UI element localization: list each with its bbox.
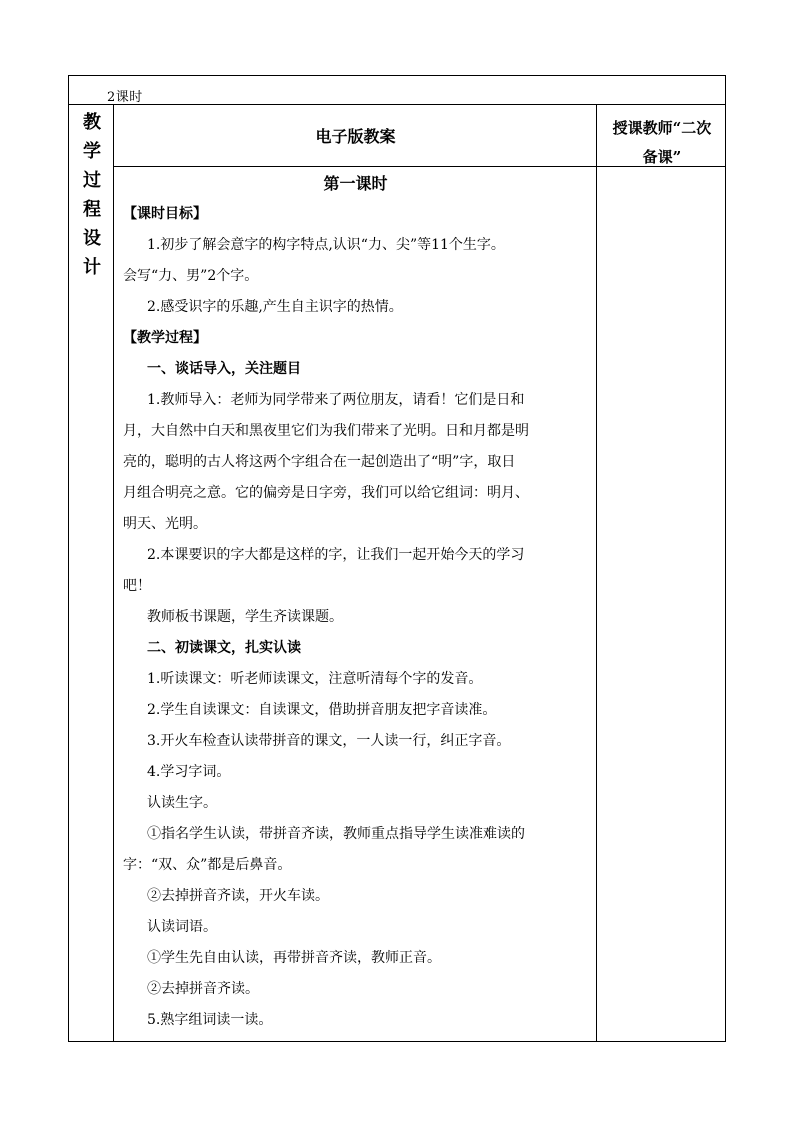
paragraph-line: ①学生先自由认读，再带拼音齐读，教师正音。 bbox=[147, 950, 441, 966]
header-right-line: 授课教师“二次 bbox=[612, 119, 712, 137]
paragraph-line: 2.学生自读课文：自读课文，借助拼音朋友把字音读准。 bbox=[147, 702, 497, 718]
section-heading: 【课时目标】 bbox=[123, 206, 207, 222]
section-label-char: 设 bbox=[83, 228, 101, 249]
paragraph-line: 教师板书课题，学生齐读课题。 bbox=[147, 609, 343, 625]
section-label-char: 过 bbox=[83, 170, 101, 191]
subsection-heading: 二、初读课文，扎实认读 bbox=[147, 640, 301, 656]
paragraph-line: 字：“双、众”都是后鼻音。 bbox=[123, 857, 292, 873]
lesson-plan-table bbox=[68, 75, 726, 1042]
paragraph-line: 月组合明亮之意。它的偏旁是日字旁，我们可以给它组词：明月、 bbox=[123, 485, 529, 501]
column-header-lesson-plan: 电子版教案 bbox=[315, 127, 396, 146]
paragraph-line: 吧！ bbox=[123, 578, 151, 594]
paragraph-line: ②去掉拼音齐读，开火车读。 bbox=[147, 888, 329, 904]
paragraph-line: 2.本课要识的字大都是这样的字，让我们一起开始今天的学习 bbox=[147, 547, 525, 563]
section-label-char: 计 bbox=[83, 257, 101, 278]
paragraph-line: ②去掉拼音齐读。 bbox=[147, 981, 259, 997]
paragraph-line: 2.感受识字的乐趣,产生自主识字的热情。 bbox=[147, 299, 403, 315]
column-header-teacher-notes bbox=[597, 114, 727, 172]
section-label bbox=[77, 108, 107, 282]
paragraph-line: 亮的，聪明的古人将这两个字组合在一起创造出了“明”字，取日 bbox=[123, 454, 516, 470]
paragraph-line: 3.开火车检查认读带拼音的课文，一人读一行，纠正字音。 bbox=[147, 733, 511, 749]
section-label-char: 教 bbox=[83, 112, 101, 133]
paragraph-line: 5.熟字组词读一读。 bbox=[147, 1012, 273, 1028]
right-column-divider bbox=[596, 104, 597, 1041]
lesson-duration: 2课时 bbox=[107, 90, 143, 105]
section-heading: 【教学过程】 bbox=[123, 330, 207, 346]
subsection-heading: 一、谈话导入，关注题目 bbox=[147, 361, 301, 377]
header-right-line: 备课” bbox=[642, 148, 682, 166]
paragraph-line: 月，大自然中白天和黑夜里它们为我们带来了光明。日和月都是明 bbox=[123, 423, 529, 439]
paragraph-line: 会写“力、男”2个字。 bbox=[123, 268, 259, 284]
paragraph-line: 1.初步了解会意字的构字特点,认识“力、尖”等11个生字。 bbox=[147, 237, 505, 253]
section-label-char: 学 bbox=[83, 141, 101, 162]
lesson-title: 第一课时 bbox=[323, 174, 388, 193]
top-row-divider bbox=[69, 104, 725, 105]
paragraph-line: ①指名学生认读，带拼音齐读，教师重点指导学生读准难读的 bbox=[147, 826, 525, 842]
paragraph-line: 认读词语。 bbox=[147, 919, 217, 935]
paragraph-line: 1.听读课文：听老师读课文，注意听清每个字的发音。 bbox=[147, 671, 483, 687]
left-column-divider bbox=[113, 104, 114, 1041]
section-label-char: 程 bbox=[83, 199, 101, 220]
paragraph-line: 4.学习字词。 bbox=[147, 764, 231, 780]
paragraph-line: 1.教师导入：老师为同学带来了两位朋友，请看！它们是日和 bbox=[147, 392, 525, 408]
paragraph-line: 明天、光明。 bbox=[123, 516, 207, 532]
paragraph-line: 认读生字。 bbox=[147, 795, 217, 811]
